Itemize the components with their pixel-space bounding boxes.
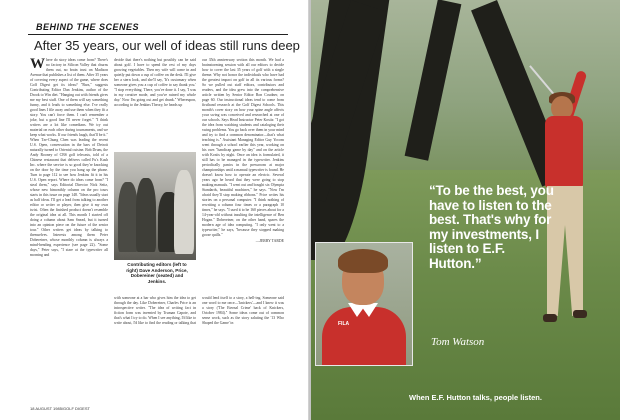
- photo-figure: [118, 182, 138, 252]
- shirt-logo: FILA: [338, 321, 350, 327]
- advertisement-page: [311, 0, 620, 420]
- portrait-hair: [338, 249, 388, 273]
- photo-figure: [174, 170, 194, 254]
- article-signoff: —JERRY TARDE: [255, 239, 284, 243]
- editors-photo: [114, 152, 196, 260]
- ad-tagline: When E.F. Hutton talks, people listen.: [409, 393, 542, 402]
- golfer-shoe: [543, 314, 557, 322]
- portrait-shirt: [322, 307, 406, 366]
- drop-cap: W: [30, 58, 45, 72]
- section-heading: BEHIND THE SCENES: [36, 22, 140, 32]
- article-headline: After 35 years, our well of ideas still runs deep: [34, 38, 300, 53]
- article-column-3-text: our 35th anniversary section this month. We had a brainstorming session with all our editors to decide how to cover the last 35 years of golf with a single theme. Why not honor the individuals who have had the greatest impact on golf in all its various forms? So we pulled out staff editors, contributors and readers, and the idea grew into the comprehensive article written by Senior Editor Ron Coudner, on page 60. Our instructional ideas tend to come from firsthand research at the Golf Digest Schools. This month's cover story on how your spine angle affects your swing was conceived and researched at one of our schools. Says Head Instructor Peter Kostis: "I got the idea from watching students and cataloging their swing problems. You go back over them in your mind and try to find a common denominator—that's what teaching is." Assistant Managing Editor Guy Yocom went through a school earlier this year, working on his own "handicap game by day" and on the article with Kostis by night. Once an idea is formulated, it still has to be managed in the typewriter. Jenkins periodically panics in the pressroom at major championships until a manual typewriter is found. He doesn't know how to operate an electric. Several years ago he heard that they were going to stop making manuals. "I went out and bought six Olympia Standards, beautiful machines," he says. "Now I'm afraid they'll stop making ribbons." Price writes his stories on a personal computer. "I think nothing of rewriting a column four times or a paragraph 10 times," he says. "I used it to be 160 pieces about for a 14-year-old without insulting the intelligence of Ben Hogan." Dobereiner, on the other hand, spares the modern age of idea computing. "I only went to a typewriter," he says, "because they stopped making goose quills.": [202, 58, 284, 237]
- article-column-1-text: here do story ideas come from? There's no factory in Silicon Valley that churns them out, no brain trust on Madison Avenue that publishes a list of them. After 35 years of covering every aspect of the game, where does Golf Digest get its ideas? "Bars," suggests Contributing Editor Dan Jenkins, author of the Drook to Win diet. "Hanging out with friends gives me my best stuff. One of them will say something funny, and it leads to something else. I've really good lines I file away and use them when they fit a story. You can't force them. I can't remember a joke, but a good line I'll never forget." "I think writers are a lot like comedians. We try out material on each other during tournaments, and we keep what works. If our friends laugh, that'll be it." When Tze-Chung Chen was leading the recent U.S. Open, conversation in the bars of Detroit naturally turned to Oriental cuisine. Bob Drum, the Andy Rooney of CBS golf telecasts, told of a Chinese restaurant that delivers called Fu's Kush Inc. where the service is so good they're knocking on the door by the time you hang up the phone. Turn to page 112 to see how Jenkins fit it in his U.S. Open report. Where do ideas come from? "I steal them," says Editorial Director Nick Seitz, whose new bimonthly column on the pro tours starts in this issue on page 148. "Ideas usually start as half ideas. I'll get a lead from talking to another editor or writer or player, then give it my own twist. Often the finished product doesn't resemble the original idea at all. This month I started off doing a column about Sam Snead, but it turned into an opinion piece on the future of the senior tour." Other writers get ideas by talking to themselves. Interests among them Peter Dobereiner, whose monthly column is always a mind-bending experience (see page 22). "Some days," Peter says, "I stare at the typewriter all morning and: [30, 58, 108, 257]
- photo-figure: [136, 178, 156, 252]
- golfer-shirt: [545, 116, 583, 188]
- ad-quote: “To be the best, you have to listen to the best. That's why for my investments, I listen to E.F. Hutton.”: [429, 183, 554, 271]
- page-footer: 18 AUGUST 1985/GOLF DIGEST: [30, 406, 90, 411]
- article-column-2b: with someone at a bar who gives him the idea to get through the day. Like Dobereiner, Charles Price is an introspective writer. "The idea of writing fact in fiction form was invented by Truman Capote, and that's what I try to do. When I see anything, I'd like to write about, I'd like to find the reading or talking that would lend itself to a story, a hell-ing. Someone said one word to me once—'knickers'—and I knew it was a story ('The Eternal Crime' back of Knickers, October 1984)." Some ideas come out of common sense work, such as the story saluting the '13 Who Shaped the Game' in: [114, 296, 284, 325]
- photo-caption: Contributing editors (left to right) Dave Anderson, Price, Dobereiner (seated) and Jenkins.: [126, 262, 188, 284]
- header-rule: [28, 34, 288, 35]
- golfer-shoe: [573, 310, 587, 318]
- article-column-1: [30, 58, 108, 400]
- portrait-inset: [315, 242, 413, 366]
- ad-signature: Tom Watson: [431, 336, 485, 348]
- article-column-2: decide that there's nothing but possibly can be said about golf. I have to spend the rest of my days growing vegetables. Then my wife will come in and quietly put down a cup of coffee on the desk. I'll give her a stern look, and she'll say, 'It's customary when someone gives you a cup of coffee to say thank you.' "I stop everything. There, you've done it. I say, 'I was in my creative mode, and you've ruined my whole day.' Now I'm going out and get drunk." Whereupon, according to the Jenkins Theory, he heads up: [114, 58, 196, 107]
- article-column-3: [202, 58, 284, 400]
